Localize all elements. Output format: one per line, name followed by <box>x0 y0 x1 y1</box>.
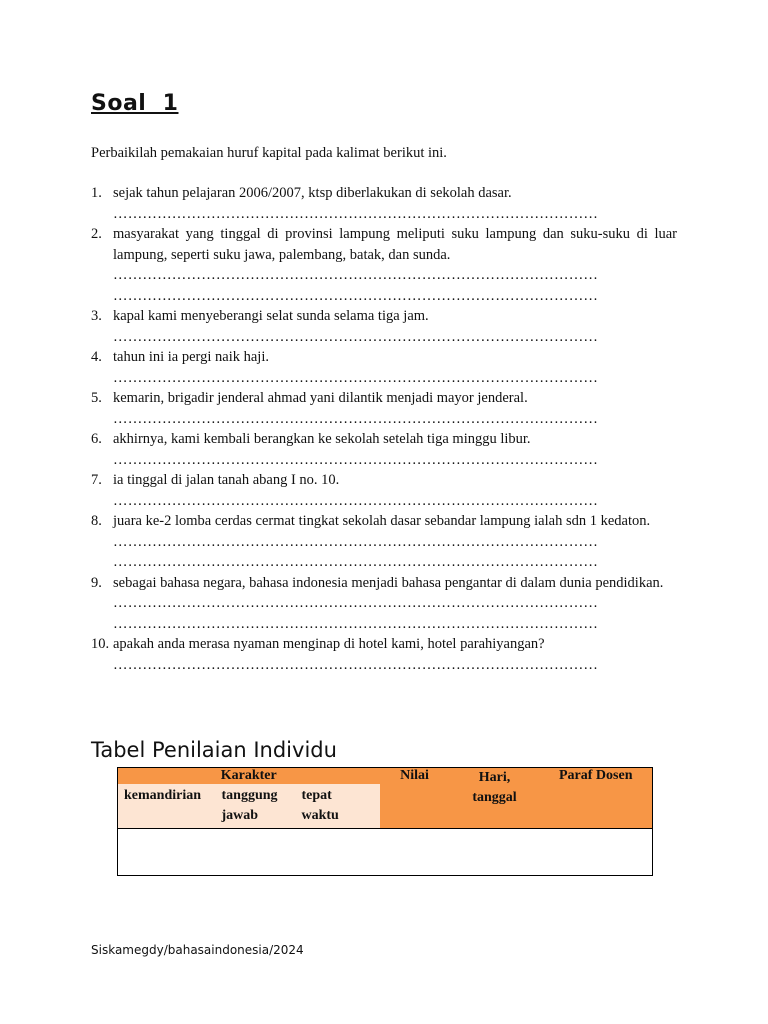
footer-text: Siskamegdy/bahasaindonesia/2024 <box>91 943 304 957</box>
table-header-row <box>118 768 653 785</box>
question-text: sebagai bahasa negara, bahasa indonesia menjadi bahasa pengantar di dalam dunia pendidikan. <box>113 574 664 591</box>
answer-line: ……………………………………………………………………………………… <box>113 533 599 550</box>
question-text: apakah anda merasa nyaman menginap di hotel kami, hotel parahiyangan? <box>113 636 545 652</box>
question-text: juara ke-2 lomba cerdas cermat tingkat sekolah dasar sebandar lampung ialah sdn 1 kedaton. <box>113 513 651 529</box>
question-item <box>91 429 677 470</box>
question-number: 6. <box>91 431 102 447</box>
question-item <box>91 224 677 306</box>
header-hari: Hari, <box>478 770 511 785</box>
subheader-tanggung: tanggung <box>221 788 278 803</box>
question-text: akhirnya, kami kembali berangkan ke sekolah setelah tiga minggu libur. <box>113 431 531 447</box>
answer-line: ……………………………………………………………………………………… <box>113 492 599 509</box>
table-empty-row <box>118 829 653 876</box>
question-item <box>91 634 677 675</box>
subheader-waktu: waktu <box>301 808 339 823</box>
header-hari-tanggal <box>450 768 540 829</box>
header-tanggal: tanggal <box>472 790 517 805</box>
question-item <box>91 388 677 429</box>
answer-line: ……………………………………………………………………………………… <box>113 205 599 222</box>
question-number: 7. <box>91 472 102 488</box>
question-text: tahun ini ia pergi naik haji. <box>113 349 269 365</box>
instruction-text: Perbaikilah pemakaian huruf kapital pada kalimat berikut ini. <box>91 145 447 161</box>
question-text: ia tinggal di jalan tanah abang I no. 10. <box>113 472 340 488</box>
answer-line: ……………………………………………………………………………………… <box>113 656 599 673</box>
header-karakter: Karakter <box>118 768 380 785</box>
answer-line: ……………………………………………………………………………………… <box>113 554 599 570</box>
question-number: 3. <box>91 308 102 324</box>
question-text: kapal kami menyeberangi selat sunda selama tiga jam. <box>113 308 429 324</box>
header-paraf-dosen: Paraf Dosen <box>540 768 653 829</box>
answer-line: ……………………………………………………………………………………… <box>113 410 599 427</box>
subheader-tanggung-jawab <box>216 784 296 829</box>
question-list <box>91 183 677 675</box>
question-text: masyarakat yang tinggal di provinsi lampung meliputi suku lampung dan suku-suku di luar lampung, seperti suku jawa, palembang, batak, dan sunda. <box>113 226 677 263</box>
question-number: 4. <box>91 349 102 365</box>
header-nilai: Nilai <box>380 768 450 829</box>
answer-line: ……………………………………………………………………………………… <box>113 328 599 345</box>
subheader-tepat-waktu <box>296 784 380 829</box>
answer-line: ……………………………………………………………………………………… <box>113 267 599 283</box>
question-number: 2. <box>91 226 102 242</box>
question-item <box>91 470 677 511</box>
table-title: Tabel Penilaian Individu <box>91 738 337 762</box>
empty-grading-cell[interactable] <box>118 829 653 876</box>
answer-line: ……………………………………………………………………………………… <box>113 287 599 304</box>
question-item <box>91 183 677 224</box>
page-title: Soal 1 <box>91 91 179 116</box>
question-number: 5. <box>91 390 102 406</box>
subheader-tepat: tepat <box>301 788 332 803</box>
answer-line: ……………………………………………………………………………………… <box>113 369 599 386</box>
question-item <box>91 347 677 388</box>
subheader-jawab: jawab <box>221 808 259 823</box>
assessment-table <box>117 767 653 876</box>
answer-line: ……………………………………………………………………………………… <box>113 595 599 611</box>
answer-line: ……………………………………………………………………………………… <box>113 451 599 468</box>
question-text: kemarin, brigadir jenderal ahmad yani dilantik menjadi mayor jenderal. <box>113 390 528 406</box>
question-text: sejak tahun pelajaran 2006/2007, ktsp diberlakukan di sekolah dasar. <box>113 185 512 201</box>
subheader-kemandirian: kemandirian <box>118 784 216 829</box>
question-number: 9. <box>91 574 102 591</box>
answer-line: ……………………………………………………………………………………… <box>113 615 599 632</box>
question-number: 10. <box>91 636 110 652</box>
question-number: 1. <box>91 185 102 201</box>
question-number: 8. <box>91 513 102 529</box>
question-item <box>91 511 677 573</box>
question-item <box>91 573 677 635</box>
question-item <box>91 306 677 347</box>
